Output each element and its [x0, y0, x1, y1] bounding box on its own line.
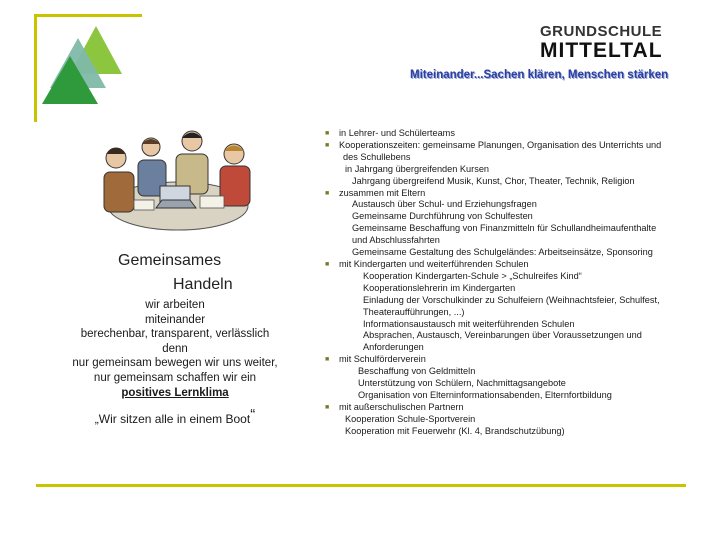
item-text: mit Schulförderverein — [339, 354, 426, 365]
sub-item — [325, 152, 695, 164]
item-text: und Abschlussfahrten — [352, 235, 440, 246]
item-text: Anforderungen — [363, 342, 424, 353]
item-text: mit Kindergarten und weiterführenden Schulen — [339, 258, 529, 269]
item-text: Absprachen, Austausch, Vereinbarungen über Voraussetzungen und — [363, 330, 642, 341]
school-name-line2: MITTELTAL — [540, 39, 663, 62]
sub-item — [325, 307, 695, 319]
item-text: Gemeinsame Gestaltung des Schulgeländes: Arbeitseinsätze, Sponsoring — [352, 247, 653, 258]
sub-item — [325, 295, 695, 307]
sub-item — [325, 330, 695, 342]
sub-item — [325, 319, 695, 331]
heading-line-1: Gemeinsames — [118, 252, 222, 269]
sub-item — [325, 426, 695, 438]
cooperation-list — [325, 128, 695, 438]
item-text: des Schullebens — [343, 151, 411, 162]
item-text: Kooperation Kindergarten-Schule > „Schulreifes Kind“ — [363, 270, 582, 281]
item-text: Unterstützung von Schülern, Nachmittagsangebote — [358, 378, 566, 389]
principle-line: nur gemeinsam bewegen wir uns weiter, — [72, 357, 278, 370]
sub-item — [325, 199, 695, 211]
item-text: Theateraufführungen, ...) — [363, 306, 465, 317]
team-meeting-clipart — [78, 120, 278, 244]
bullet-item — [325, 402, 695, 414]
item-text: Kooperation mit Feuerwehr (Kl. 4, Brandschutzübung) — [345, 425, 565, 436]
item-text: Organisation von Elterninformationsabenden, Elternfortbildung — [358, 389, 612, 400]
bullet-item — [325, 128, 695, 140]
section-heading — [40, 250, 310, 294]
corner-rule-vertical — [34, 14, 37, 122]
principle-line: wir arbeiten — [145, 299, 205, 311]
item-text: Jahrgang übergreifend Musik, Kunst, Chor, Theater, Technik, Religion — [352, 175, 635, 186]
emphasis-text: positives Lernklima — [121, 386, 229, 399]
principle-line: berechenbar, transparent, verlässlich — [80, 328, 270, 341]
square-bullet-icon: ■ — [325, 141, 330, 149]
item-text: in Lehrer- und Schülerteams — [339, 128, 455, 138]
bottom-rule — [36, 484, 686, 487]
principle-line: denn — [162, 342, 188, 355]
sub-item — [325, 247, 695, 259]
sub-item — [325, 164, 695, 176]
item-text: Kooperationszeiten: gemeinsame Planungen, Organisation des Unterrichts und — [339, 139, 662, 150]
heading-line-2: Handeln — [173, 276, 233, 293]
sub-item — [325, 283, 695, 295]
quote-close: “ — [250, 406, 256, 424]
bullet-item — [325, 259, 695, 271]
item-text: zusammen mit Eltern — [339, 187, 426, 198]
square-bullet-icon: ■ — [325, 130, 330, 137]
school-name-line1: GRUNDSCHULE — [540, 23, 663, 40]
sub-item — [325, 366, 695, 378]
sub-item — [325, 223, 695, 235]
sub-item — [325, 390, 695, 402]
square-bullet-icon: ■ — [325, 403, 330, 411]
item-text: Kooperation Schule-Sportverein — [345, 413, 476, 424]
sub-item — [325, 176, 695, 188]
item-text: Beschaffung von Geldmitteln — [358, 366, 476, 377]
left-column — [40, 250, 310, 426]
quote-text: Wir sitzen alle in einem Boot — [98, 412, 251, 427]
sub-item — [325, 414, 695, 426]
sub-item — [325, 378, 695, 390]
item-text: Kooperationslehrerin im Kindergarten — [363, 282, 516, 293]
square-bullet-icon: ■ — [325, 260, 330, 268]
bullet-item — [325, 188, 695, 200]
item-text: Einladung der Vorschulkinder zu Schulfeiern (Weihnachtsfeier, Schulfest, — [363, 294, 660, 305]
bullet-item — [325, 354, 695, 366]
square-bullet-icon: ■ — [325, 189, 330, 197]
green-triangles-logo — [40, 22, 130, 114]
motto-quote — [40, 406, 310, 426]
item-text: Gemeinsame Durchführung von Schulfesten — [352, 211, 533, 222]
school-motto: Miteinander...Sachen klären, Menschen stärken — [410, 69, 669, 81]
sub-item — [325, 211, 695, 223]
quote-open: „ — [94, 412, 99, 427]
sub-item — [325, 271, 695, 283]
principle-line: miteinander — [144, 313, 206, 326]
school-name — [540, 24, 690, 61]
item-text: Gemeinsame Beschaffung von Finanzmitteln für Schullandheimaufenthalte — [352, 223, 657, 234]
sub-item — [325, 342, 695, 354]
item-text: Informationsaustausch mit weiterführenden Schulen — [363, 318, 575, 329]
item-text: mit außerschulischen Partnern — [339, 401, 464, 412]
item-text: Austausch über Schul- und Erziehungsfragen — [352, 199, 537, 210]
square-bullet-icon: ■ — [325, 356, 330, 364]
corner-rule-horizontal — [34, 14, 142, 17]
bullet-item — [325, 140, 695, 152]
principle-line: nur gemeinsam schaffen wir ein — [93, 371, 257, 384]
principle-text — [40, 298, 310, 400]
item-text: in Jahrgang übergreifenden Kursen — [345, 163, 490, 174]
sub-item — [325, 235, 695, 247]
